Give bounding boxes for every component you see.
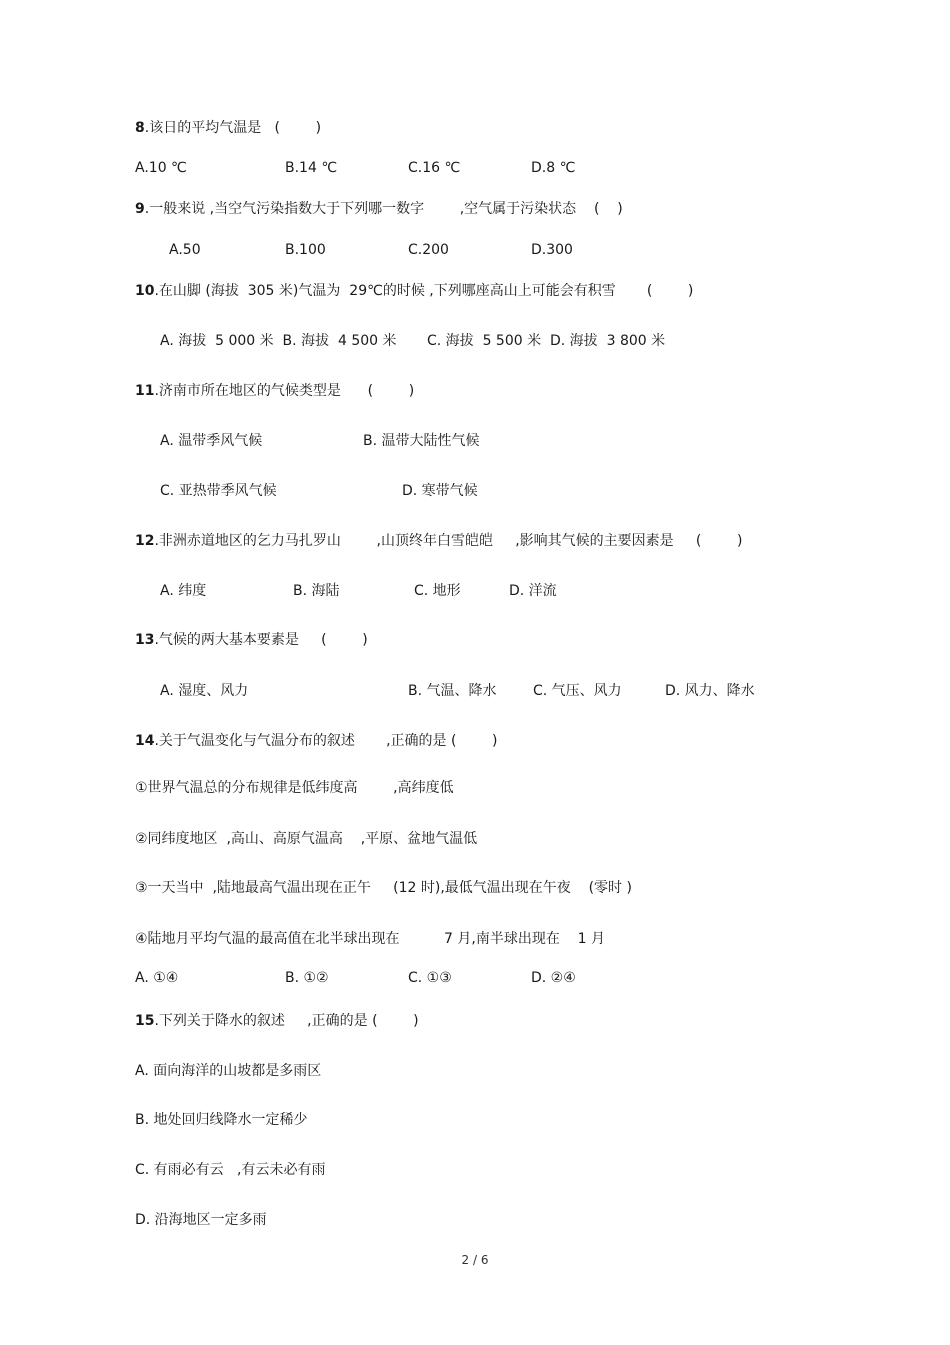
q9-option-a: A.50 [169, 242, 201, 258]
question-15: 15.下列关于降水的叙述 ,正确的是 ( ) [135, 1013, 419, 1029]
q13-option-d: D. 风力、降水 [665, 683, 755, 699]
q14-option-d: D. ②④ [531, 970, 576, 986]
q12-option-a: A. 纬度 [160, 583, 207, 599]
q8-option-d: D.8 ℃ [531, 160, 576, 176]
q13-option-c: C. 气压、风力 [533, 683, 622, 699]
q14-statement-3: ③一天当中 ,陆地最高气温出现在正午 (12 时),最低气温出现在午夜 (零时 ) [135, 880, 632, 896]
q11-option-a: A. 温带季风气候 [160, 433, 263, 449]
question-8: 8.该日的平均气温是 ( ) [135, 120, 322, 136]
q8-option-a: A.10 ℃ [135, 160, 187, 176]
q9-option-c: C.200 [408, 242, 449, 258]
q14-option-b: B. ①② [285, 970, 329, 986]
q12-option-d: D. 洋流 [509, 583, 557, 599]
q9-option-d: D.300 [531, 242, 573, 258]
q14-statement-2: ②同纬度地区 ,高山、高原气温高 ,平原、盆地气温低 [135, 831, 478, 847]
question-13: 13.气候的两大基本要素是 ( ) [135, 632, 368, 648]
q12-option-c: C. 地形 [414, 583, 461, 599]
q15-option-c: C. 有雨必有云 ,有云未必有雨 [135, 1162, 326, 1178]
q10-options-cd: C. 海拔 5 500 米 D. 海拔 3 800 米 [427, 333, 666, 349]
page-number: 2 / 6 [461, 1253, 489, 1267]
q13-option-a: A. 湿度、风力 [160, 683, 249, 699]
q14-statement-4: ④陆地月平均气温的最高值在北半球出现在 7 月,南半球出现在 1 月 [135, 931, 606, 947]
question-12: 12.非洲赤道地区的乞力马扎罗山 ,山顶终年白雪皑皑 ,影响其气候的主要因素是 ( ) [135, 533, 743, 549]
q15-option-d: D. 沿海地区一定多雨 [135, 1212, 267, 1228]
q15-option-a: A. 面向海洋的山坡都是多雨区 [135, 1063, 322, 1079]
q12-option-b: B. 海陆 [293, 583, 340, 599]
q10-options-ab: A. 海拔 5 000 米 B. 海拔 4 500 米 [160, 333, 397, 349]
q13-option-b: B. 气温、降水 [408, 683, 497, 699]
question-11: 11.济南市所在地区的气候类型是 ( ) [135, 383, 415, 399]
q14-option-c: C. ①③ [408, 970, 452, 986]
q11-option-b: B. 温带大陆性气候 [363, 433, 480, 449]
question-10: 10.在山脚 (海拔 305 米)气温为 29℃的时候 ,下列哪座高山上可能会有积雪 ( ) [135, 283, 694, 299]
q11-option-d: D. 寒带气候 [402, 483, 478, 499]
q9-option-b: B.100 [285, 242, 326, 258]
q15-option-b: B. 地处回归线降水一定稀少 [135, 1112, 308, 1128]
q14-option-a: A. ①④ [135, 970, 179, 986]
question-14: 14.关于气温变化与气温分布的叙述 ,正确的是 ( ) [135, 733, 498, 749]
q14-statement-1: ①世界气温总的分布规律是低纬度高 ,高纬度低 [135, 780, 454, 796]
question-9: 9.一般来说 ,当空气污染指数大于下列哪一数字 ,空气属于污染状态 ( ) [135, 201, 623, 217]
q8-option-c: C.16 ℃ [408, 160, 461, 176]
q11-option-c: C. 亚热带季风气候 [160, 483, 277, 499]
q8-option-b: B.14 ℃ [285, 160, 338, 176]
